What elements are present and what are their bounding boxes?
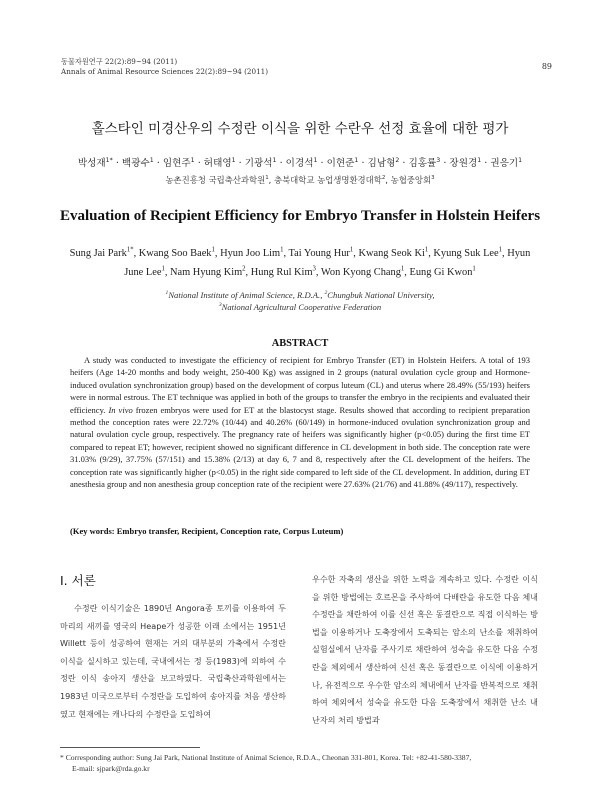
en-author-name: Hyun Joo Lim	[220, 248, 281, 259]
kr-author-affiliation-mark: 1	[272, 156, 277, 164]
en-author-name: Hung Rul Kim	[250, 267, 313, 278]
kr-author-name: 이현준	[326, 158, 355, 169]
affiliation-en-sup-2: 2	[324, 290, 328, 297]
footnote-corresponding-author: * Corresponding author: Sung Jai Park, National Institute of Animal Science, R.D.A., Cheonan 331-801, Korea. Tel: +82-41-580-3387,	[60, 753, 472, 762]
kr-author-name: 권응기	[490, 158, 519, 169]
en-author	[251, 267, 316, 278]
en-author-name: Sung Jai Park	[69, 248, 127, 259]
affiliation-kr-2: , 충북대학교 농업생명환경대학	[268, 175, 382, 185]
en-author-affiliation-mark: 1	[498, 246, 503, 254]
affiliation-en-sup-3: 3	[218, 302, 222, 309]
kr-author	[490, 158, 522, 169]
kr-author	[408, 158, 440, 169]
kr-author-name: 장원경	[449, 158, 478, 169]
affiliation-kr-sup-3: 3	[431, 175, 435, 182]
en-author-affiliation-mark: 1	[400, 265, 405, 273]
affiliation-kr-3: , 농협중앙회	[385, 175, 432, 185]
authors-korean: 박성재$^{1*}$ · 백광수$^1$ · 임현주$^1$ · 허태영$^1$ · 기광석$^1$ · 이경석$^1$ · 이현준$^1$ · 김남형$^2$ · 김홍률$^3$ · 장원경$^1$ · 권응기$^1$	[77, 156, 523, 169]
kr-author	[368, 158, 400, 169]
kr-author-name: 백광수	[121, 158, 150, 169]
authors-english: Sung Jai Park$^{1*}$, Kwang Soo Baek$^1$, Hyun Joo Lim$^1$, Tai Young Hur$^1$, Kwang Seok Ki$^1$, Kyung Suk Lee$^1$, Hyun June Lee$^1$, Nam Hyung Kim$^2$, Hung Rul Kim$^3$, Won Kyong Chang$^1$, Eung Gi Kwon$^1$	[69, 246, 531, 278]
abstract-in-vivo: In vivo	[108, 404, 133, 415]
kr-author-name: 김홍률	[408, 158, 437, 169]
kr-author-affiliation-mark: 2	[395, 156, 400, 164]
en-author-affiliation-mark: 1	[349, 246, 354, 254]
footnote-rule	[60, 747, 200, 748]
en-author	[139, 248, 215, 259]
abstract-text-a: A study was conducted to investigate the efficiency of recipient for Embryo Transfer (ET) in Holstein Heifers. A total of 193 heifers (Age 14-20 months and body weight, 250-400 Kg) was assigned in 2 groups (natural ovulation cycle group and Hormone-induced ovulation synchronization group) based on the development of corpus luteum (CL) and uterus where 28.49% (55/193) heifers were in normal estrous. The ET technique was applied in both of the groups to transfer the embryo in the recipients and evaluated their efficiency.	[70, 355, 530, 415]
journal-citation-en: Annals of Animal Resource Sciences 22(2):89~94 (2011)	[61, 67, 269, 76]
kr-author-name: 허태영	[203, 158, 232, 169]
kr-author	[204, 158, 236, 169]
page-number: 89	[541, 62, 552, 71]
en-author-affiliation-mark: 1	[424, 246, 429, 254]
affiliation-en-1: National Institute of Animal Science, R.D.A.,	[168, 290, 325, 300]
en-author-name: Eung Gi Kwon	[409, 267, 473, 278]
kr-author	[163, 158, 195, 169]
affiliation-kr-sup-1: 1	[265, 175, 269, 182]
en-author-name: Hyun June Lee	[124, 248, 531, 278]
affiliation-kr-sup-2: 2	[381, 175, 386, 182]
kr-author-affiliation-mark: 1	[477, 156, 482, 164]
kr-author	[327, 158, 359, 169]
body-column-right: 우수한 자축의 생산을 위한 노력을 계속하고 있다. 수정란 이식을 위한 방법에는 호르몬을 주사하여 다배란을 유도한 다음 체내수정란을 채란하여 이를 신선 혹은 동결란으로 직접 이식하는 방법을 이용하거나 도축장에서 도축되는 암소의 난소를 채취하여 실험실에서 난자를 주사기로 채란하여 성숙을 유도한 다음 수정란을 체외에서 생산하여 신선 혹은 동결란으로 이식에 이용하거나, 유전적으로 우수한 암소의 체내에서 난자를 반복적으로 채취하여 체외에서 성숙을 유도한 다음 도축장에서 채취한 난소 내 난자의 처리 방법과	[312, 574, 538, 725]
kr-author-affiliation-mark: 1	[518, 156, 523, 164]
en-author-name: Tai Young Hur	[288, 248, 350, 259]
kr-author-name: 이경석	[285, 158, 314, 169]
en-author-affiliation-mark: 1	[161, 265, 165, 273]
en-author-name: Kwang Seok Ki	[358, 248, 425, 259]
abstract-heading: ABSTRACT	[271, 338, 329, 349]
affiliation-en-sup-1: 1	[165, 290, 169, 297]
en-author-name: Kyung Suk Lee	[433, 248, 499, 259]
kr-author-affiliation-mark: 3	[436, 156, 441, 164]
kr-author-affiliation-mark: 1	[190, 156, 195, 164]
en-author-affiliation-mark: 3	[312, 265, 316, 273]
en-author-affiliation-mark: 1	[472, 265, 476, 273]
en-author-name: Kwang Soo Baek	[138, 248, 212, 259]
affiliation-kr-1: 농촌진흥청 국립축산과학원	[165, 175, 266, 185]
kr-author-affiliation-mark: 1	[149, 156, 154, 164]
kr-author-affiliation-mark: 1	[354, 156, 359, 164]
abstract-text-b: frozen embryos were used for ET at the blastocyst stage. Results showed that according to recipient preparation method the conception rates were 22.72% (10/44) and 40.26% (60/149) in hormone-induced ovulation synchronization group and natural ovulation cycle group, respectively. The pregnancy rate of heifers was significantly higher (p<0.05) during the first time ET compared to repeat ET; however, recipient showed no significant difference in CL development in both side. The conception rate were 31.03% (9/29), 37.75% (57/151) and 15.38% (2/13) at day 6, 7 and 8, respectively after the CL development of the heifers. The conception rate was significantly higher (p<0.05) in the right side compared to left side of the CL development. In addition, during ET anesthesia group and non anesthesia group conception rate of the recipient were 27.63% (21/76) and 41.88% (49/117), respectively.	[70, 404, 530, 490]
en-author	[289, 248, 354, 259]
affiliations-korean	[0, 174, 600, 186]
en-author	[220, 248, 283, 259]
en-author-name: Nam Hyung Kim	[170, 267, 243, 278]
kr-author-name: 김남형	[367, 158, 396, 169]
kr-author-affiliation-mark: 1*	[105, 156, 113, 164]
en-author-affiliation-mark: 2	[242, 265, 246, 273]
section-heading-introduction: I. 서론	[60, 573, 96, 588]
footnote-email: E-mail: sjpark@rda.go.kr	[72, 764, 150, 773]
en-author	[409, 267, 475, 278]
keywords: (Key words: Embryo transfer, Recipient, Conception rate, Corpus Luteum)	[70, 526, 344, 536]
kr-author	[78, 158, 113, 169]
kr-author	[449, 158, 481, 169]
en-author-affiliation-mark: 1	[211, 246, 215, 254]
en-author	[321, 267, 404, 278]
kr-author-name: 기광석	[244, 158, 273, 169]
title-english: Evaluation of Recipient Efficiency for Embryo Transfer in Holstein Heifers	[59, 208, 541, 224]
title-korean: 홀스타인 미경산우의 수정란 이식을 위한 수란우 선정 효율에 대한 평가	[91, 121, 509, 137]
en-author-name: Won Kyong Chang	[320, 267, 401, 278]
abstract-body	[70, 354, 530, 490]
en-author-affiliation-mark: 1	[280, 246, 284, 254]
en-author	[433, 248, 502, 259]
en-author	[70, 248, 134, 259]
kr-author-name: 박성재	[77, 158, 106, 169]
en-author	[170, 267, 246, 278]
body-column-left: 수정란 이식기술은 1890년 Angora종 토끼를 이용하여 두 마리의 새끼를 영국의 Heape가 성공한 이래 소에서는 1951년 Willett 등이 성공하여 현재는 거의 대부분의 가축에서 수정란 이식을 실시하고 있는데, 국내에서는 정 등(1983)에 의하여 수정란 이식 송아지 생산을 보고하였다. 국립축산과학원에서는 1983년 미국으로부터 수정란을 도입하여 송아지를 처음 생산하였고 현재에는 캐나다의 수정란을 도입하여	[60, 603, 286, 719]
affiliation-en-3: National Agricultural Cooperative Federation	[221, 302, 382, 312]
kr-author	[122, 158, 154, 169]
kr-author-affiliation-mark: 1	[231, 156, 236, 164]
en-author-affiliation-mark: 1*	[126, 246, 134, 254]
footnote	[60, 752, 540, 774]
journal-header	[61, 57, 268, 77]
journal-citation-kr: 동물자원연구 22(2):89~94 (2011)	[61, 57, 178, 66]
affiliations-english	[0, 289, 600, 313]
kr-author-affiliation-mark: 1	[313, 156, 318, 164]
kr-author	[286, 158, 318, 169]
en-author	[358, 248, 428, 259]
kr-author	[245, 158, 277, 169]
kr-author-name: 임현주	[162, 158, 191, 169]
affiliation-en-2: Chungbuk National University,	[327, 290, 435, 300]
